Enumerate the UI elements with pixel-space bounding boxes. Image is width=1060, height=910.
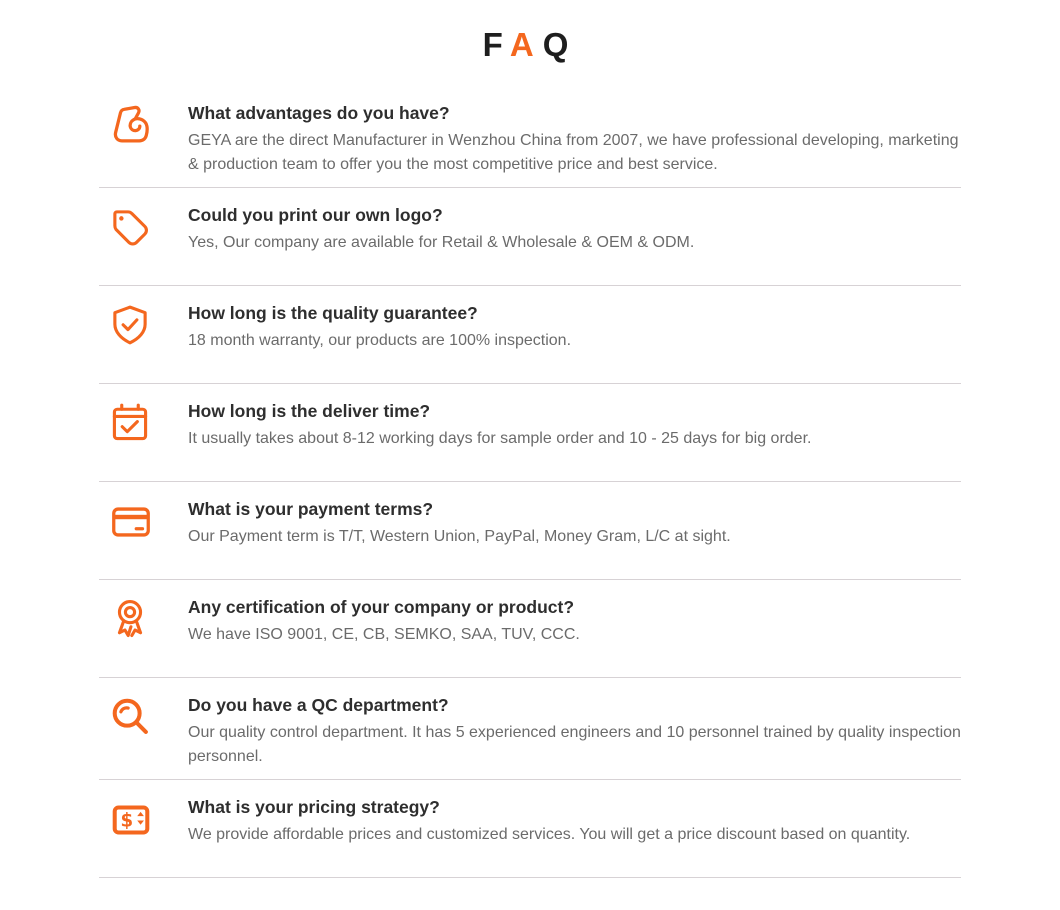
shield-check-icon [99, 302, 188, 347]
faq-question: How long is the deliver time? [188, 401, 431, 421]
faq-entry [188, 498, 961, 549]
tag-icon [99, 204, 188, 249]
faq-entry [188, 596, 961, 647]
faq-entry [188, 796, 961, 847]
bicep-icon [99, 102, 188, 149]
faq-row [99, 678, 961, 780]
calendar-check-icon [99, 400, 188, 445]
faq-title-letter-q: Q [542, 26, 578, 63]
faq-title-letter-f: F [482, 26, 510, 63]
magnifier-icon [99, 694, 188, 741]
svg-text:$: $ [120, 810, 134, 832]
faq-question: Do you have a QC department? [188, 695, 449, 715]
faq-answer: Our quality control department. It has 5 experienced engineers and 10 personnel trained by quality inspection personnel. [188, 724, 961, 765]
faq-row [99, 580, 961, 678]
faq-question: What is your payment terms? [188, 499, 434, 519]
faq-row [99, 780, 961, 878]
faq-answer: We have ISO 9001, CE, CB, SEMKO, SAA, TUV, CCC. [188, 626, 580, 643]
faq-question: Could you print our own logo? [188, 205, 443, 225]
faq-row [99, 286, 961, 384]
price-adjust-icon [99, 796, 188, 843]
faq-question: What advantages do you have? [188, 103, 450, 123]
faq-title-letter-a: A [509, 26, 543, 63]
faq-answer: 18 month warranty, our products are 100% inspection. [188, 332, 572, 349]
faq-entry [188, 400, 961, 451]
faq-list [99, 86, 961, 878]
faq-row [99, 384, 961, 482]
faq-answer: GEYA are the direct Manufacturer in Wenzhou China from 2007, we have professional developing, marketing & production team to offer you the most competitive price and best service. [188, 132, 959, 173]
faq-question: What is your pricing strategy? [188, 797, 440, 817]
faq-question: How long is the quality guarantee? [188, 303, 478, 323]
credit-card-icon [99, 498, 188, 545]
faq-answer: Our Payment term is T/T, Western Union, PayPal, Money Gram, L/C at sight. [188, 528, 731, 545]
faq-entry [188, 694, 961, 769]
faq-row [99, 188, 961, 286]
faq-entry [188, 204, 961, 255]
faq-answer: We provide affordable prices and customized services. You will get a price discount based on quantity. [188, 826, 911, 843]
faq-question: Any certification of your company or product? [188, 597, 575, 617]
faq-answer: Yes, Our company are available for Retail & Wholesale & OEM & ODM. [188, 234, 695, 251]
faq-entry [188, 102, 961, 177]
faq-row [99, 482, 961, 580]
medal-icon [99, 596, 188, 641]
faq-entry [188, 302, 961, 353]
page-title [0, 0, 1060, 64]
faq-row [99, 86, 961, 188]
faq-answer: It usually takes about 8-12 working days for sample order and 10 - 25 days for big order. [188, 430, 812, 447]
